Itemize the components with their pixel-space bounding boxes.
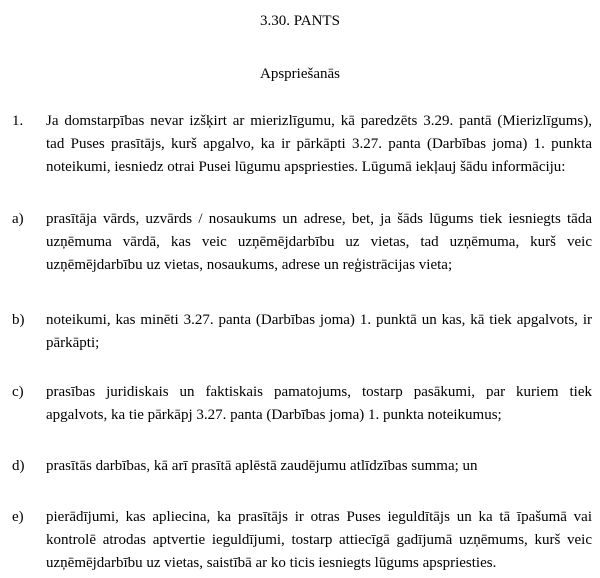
list-item-e <box>12 506 592 575</box>
paragraph-number: 1. <box>12 113 24 129</box>
article-subtitle: Apspriešanās <box>260 66 340 82</box>
list-item-text: prasītās darbības, kā arī prasītā aplēstā zaudējumu atlīdzības summa; un <box>46 458 478 474</box>
list-item-text: noteikumi, kas minēti 3.27. panta (Darbības joma) 1. punktā un kas, kā tiek apgalvots, ir pārkāpti; <box>46 312 592 351</box>
list-item-text: pierādījumi, kas apliecina, ka prasītājs ir otras Puses ieguldītājs un ka tā īpašumā vai kontrolē atrodas aptvertie ieguldījumi, tostarp attiecīgā gadījumā uzņēmums, kurš veic uzņēmējdarbību uz vietas, saistībā ar ko ticis iesniegts lūgums apspriesties. <box>46 509 592 571</box>
paragraph-text: Ja domstarpības nevar izšķirt ar mierizlīgumu, kā paredzēts 3.29. pantā (Mierizlīgums), tad Puses prasītājs, kurš apgalvo, ka ir pārkāpti 3.27. panta (Darbības joma) 1. punkta noteikumi, iesniedz otrai Pusei lūgumu apspriesties. Lūgumā iekļauj šādu informāciju: <box>46 113 592 175</box>
list-item-d <box>12 455 592 478</box>
paragraph-1 <box>12 110 592 179</box>
list-item-marker: e) <box>12 509 24 525</box>
list-item-c <box>12 381 592 427</box>
list-item-text: prasības juridiskais un faktiskais pamatojums, tostarp pasākumi, par kuriem tiek apgalvots, ka tie pārkāpj 3.27. panta (Darbības joma) 1. punkta noteikumus; <box>46 384 592 423</box>
list-item-b <box>12 309 592 355</box>
article-title: 3.30. PANTS <box>260 13 340 29</box>
list-item-marker: d) <box>12 458 25 474</box>
list-item-marker: a) <box>12 211 24 227</box>
list-item-marker: b) <box>12 312 25 328</box>
list-item-text: prasītāja vārds, uzvārds / nosaukums un adrese, bet, ja šāds lūgums tiek iesniegts tāda uzņēmuma vārdā, kas veic uzņēmējdarbību uz vietas, tad uzņēmuma, kurš veic uzņēmējdarbību uz vietas, nosaukums, adrese un reģistrācijas vieta; <box>46 211 592 273</box>
list-item-a <box>12 208 592 277</box>
list-item-marker: c) <box>12 384 24 400</box>
